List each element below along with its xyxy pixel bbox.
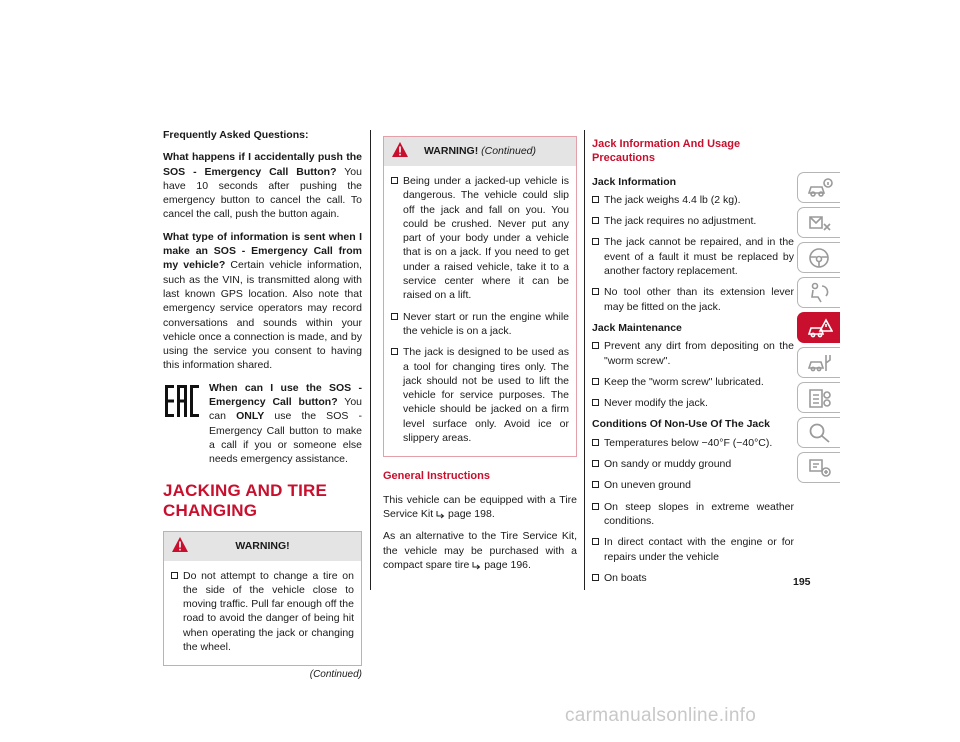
jack-info-item-text: The jack cannot be repaired, and in the event of a fault it must be replaced by another factory replacement. <box>604 236 794 278</box>
bullet-square-icon <box>171 572 178 579</box>
faq-answer-3-pre: You can <box>209 396 362 423</box>
tab-specifications[interactable] <box>797 382 840 413</box>
bullet-square-icon <box>592 342 599 349</box>
faq-answer-2 <box>163 230 362 373</box>
watermark: carmanualsonline.info <box>565 705 757 726</box>
bullet-square-icon <box>592 399 599 406</box>
warning-item-text: Never start or run the engine while the vehicle is on a jack. <box>403 310 569 337</box>
warning-item-text: Being under a jacked-up vehicle is dangerous. The vehicle could slip off the jack and fall on you. You could be crushed. Never put any part of your body under a vehicle that is on a jack. If you need to get under a raised vehicle, take it to a service center where it can be raised on a lift. <box>403 175 569 302</box>
warning-body <box>164 561 361 666</box>
jack-non-use-item <box>592 535 794 564</box>
column-left <box>163 128 362 683</box>
spec-list-icon <box>807 387 833 409</box>
eac-logo <box>165 385 199 417</box>
bullet-square-icon <box>391 348 398 355</box>
warning-title-continued: (Continued) <box>481 145 537 157</box>
general-paragraph-2 <box>383 529 577 572</box>
jack-info-item <box>592 235 794 278</box>
faq-heading: Frequently Asked Questions: <box>163 129 309 141</box>
page-reference-link-198[interactable]: page 198. <box>448 507 495 520</box>
bullet-square-icon <box>391 177 398 184</box>
jack-non-use-item-text: In direct contact with the engine or for repairs under the vehicle <box>604 536 794 563</box>
car-service-tools-icon <box>807 352 833 374</box>
faq-answer-3-only: ONLY <box>236 410 265 423</box>
column-middle <box>383 128 577 580</box>
jack-maintenance-heading: Jack Maintenance <box>592 321 682 334</box>
warning-item-text: The jack is designed to be used as a tool for changing tires only. The jack should not be used to lift the vehicle for service purposes. The vehicle should be jacked on a firm level surface only. Avoid ice or slippery areas. <box>403 346 569 445</box>
jack-maintenance-item-text: Keep the "worm screw" lubricated. <box>604 375 764 388</box>
jack-non-use-heading: Conditions Of Non-Use Of The Jack <box>592 418 770 431</box>
jack-info-item-text: The jack requires no adjustment. <box>604 215 757 228</box>
warning-title: WARNING! <box>235 539 290 552</box>
tab-emergency[interactable] <box>797 312 840 343</box>
warning-header <box>164 532 361 561</box>
warning-title <box>384 144 576 158</box>
faq-question-2: What type of information is sent when I make an SOS - Emergency Call from my vehicle? <box>163 230 362 272</box>
tab-search[interactable] <box>797 417 840 448</box>
faq-answer-1 <box>163 150 362 221</box>
bullet-square-icon <box>592 538 599 545</box>
bullet-square-icon <box>592 460 599 467</box>
jack-maintenance-item-text: Never modify the jack. <box>604 397 708 410</box>
chapter-tabs <box>797 172 840 487</box>
jack-non-use-item <box>592 457 794 471</box>
column-divider-1 <box>370 130 371 590</box>
tab-dashboard[interactable] <box>797 207 840 238</box>
multimedia-icon <box>807 457 833 479</box>
faq-answer-3-post: use the SOS - Emergency Call button to make a call if you or someone else needs emergency assistance. <box>209 410 362 466</box>
jack-non-use-item <box>592 478 794 492</box>
bullet-square-icon <box>592 503 599 510</box>
bullet-square-icon <box>592 574 599 581</box>
tab-car-info[interactable] <box>797 172 840 203</box>
jack-maintenance-item-text: Prevent any dirt from depositing on the "worm screw". <box>604 340 794 367</box>
warning-item <box>391 345 569 445</box>
page-reference-link-196[interactable]: page 196. <box>484 558 531 571</box>
faq-item-3 <box>163 381 362 467</box>
general-paragraph-1 <box>383 493 577 522</box>
warning-header <box>384 137 576 166</box>
steering-wheel-icon <box>807 247 833 269</box>
page-reference-arrow-icon <box>472 561 481 570</box>
warning-item-text: Do not attempt to change a tire on the side of the vehicle close to moving traffic. Pull far enough off the road to avoid the danger of being hit when operating the jack or changing the wheel. <box>183 569 354 654</box>
tab-service[interactable] <box>797 347 840 378</box>
car-info-icon <box>807 177 833 199</box>
jack-maintenance-item <box>592 375 794 389</box>
jack-info-item-text: The jack weighs 4.4 lb (2 kg). <box>604 193 741 206</box>
warning-title-label: WARNING! <box>423 145 479 157</box>
jack-non-use-item-text: On steep slopes in extreme weather conditions. <box>604 500 794 527</box>
warning-box-continued <box>383 136 577 457</box>
tab-multimedia[interactable] <box>797 452 840 483</box>
section-title: JACKING AND TIRE CHANGING <box>163 480 328 520</box>
continued-note: (Continued) <box>309 669 362 681</box>
magnifier-icon <box>807 422 833 444</box>
general-paragraph-2-text: As an alternative to the Tire Service Kit, the vehicle may be purchased with a compact spare tire <box>383 530 577 571</box>
bullet-square-icon <box>391 313 398 320</box>
bullet-square-icon <box>592 439 599 446</box>
jack-info-section-heading: Jack Information And Usage Precautions <box>592 138 741 165</box>
jack-non-use-item-text: On boats <box>604 571 647 584</box>
jack-information-heading: Jack Information <box>592 175 677 188</box>
jack-non-use-item <box>592 571 794 585</box>
jack-info-item <box>592 214 794 228</box>
faq-answer-1-text: You have 10 seconds after pushing the emergency button to cancel the call. To cancel the call, push the button again. <box>163 165 362 221</box>
column-divider-2 <box>584 130 585 590</box>
dashboard-lights-icon <box>807 212 833 234</box>
airbag-seat-icon <box>807 282 833 304</box>
bullet-square-icon <box>592 288 599 295</box>
column-right <box>592 137 794 592</box>
faq-question-1: What happens if I accidentally push the SOS - Emergency Call Button? <box>163 151 362 178</box>
warning-item <box>391 174 569 303</box>
general-paragraph-1-text: This vehicle can be equipped with a Tire Service Kit <box>383 493 577 520</box>
warning-item <box>171 569 354 655</box>
tab-safety[interactable] <box>797 277 840 308</box>
jack-non-use-item-text: Temperatures below −40°F (−40°C). <box>604 436 773 449</box>
jack-maintenance-item <box>592 396 794 410</box>
bullet-square-icon <box>592 378 599 385</box>
jack-non-use-item <box>592 436 794 450</box>
faq-question-3: When can I use the SOS - Emergency Call button? <box>209 381 362 409</box>
warning-item <box>391 310 569 339</box>
page-number: 195 <box>793 576 811 588</box>
faq-answer-2-text: Certain vehicle information, such as the VIN, is transmitted along with last known GPS location. Also note that emergency service operators may record conversations and sounds within your vehicle once a connection is made, and by using the service you consent to having this information shared. <box>163 259 362 372</box>
bullet-square-icon <box>592 196 599 203</box>
jack-non-use-item-text: On sandy or muddy ground <box>604 458 732 471</box>
jack-info-item <box>592 193 794 207</box>
jack-info-item <box>592 285 794 314</box>
jack-info-item-text: No tool other than its extension lever may be fitted on the jack. <box>604 286 794 313</box>
jack-non-use-item <box>592 500 794 529</box>
general-instructions-heading: General Instructions <box>383 470 490 483</box>
warning-body <box>384 166 576 456</box>
page-reference-arrow-icon <box>436 510 445 519</box>
bullet-square-icon <box>592 217 599 224</box>
warning-box <box>163 531 362 667</box>
faq-answer-3 <box>209 381 362 467</box>
jack-non-use-item-text: On uneven ground <box>604 479 691 492</box>
tab-steering[interactable] <box>797 242 840 273</box>
bullet-square-icon <box>592 481 599 488</box>
bullet-square-icon <box>592 238 599 245</box>
jack-maintenance-item <box>592 339 794 368</box>
car-warning-icon <box>807 317 833 339</box>
